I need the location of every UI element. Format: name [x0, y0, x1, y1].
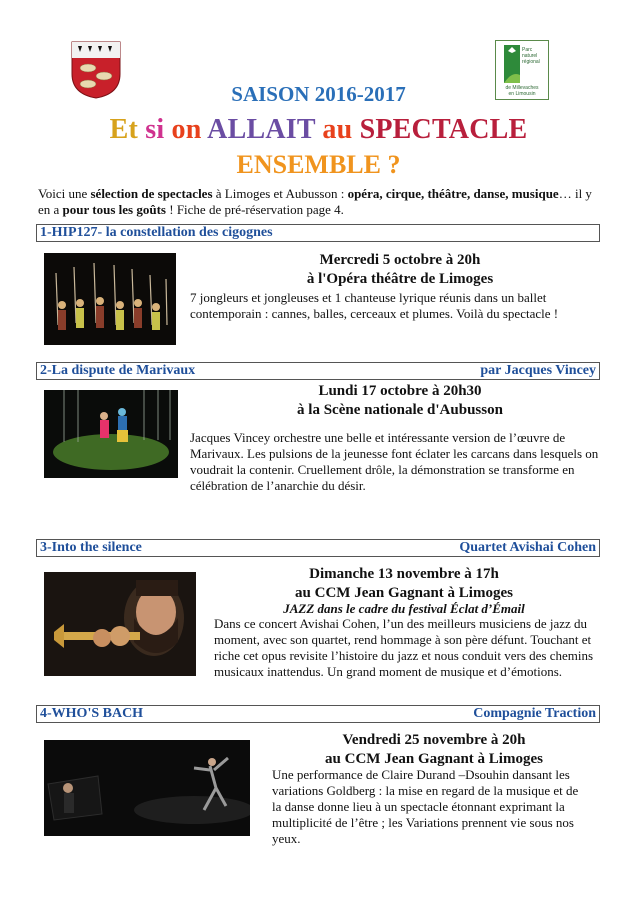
- show-date-line: Lundi 17 octobre à 20h30: [318, 383, 482, 399]
- title-word: on: [171, 114, 202, 145]
- park-logo-text: naturel: [522, 53, 538, 59]
- show-date-line: Dimanche 13 novembre à 17h: [309, 566, 499, 582]
- page-subtitle: ENSEMBLE ?: [236, 150, 401, 179]
- show-venue-line: au CCM Jean Gagnant à Limoges: [325, 751, 543, 767]
- show-title-bar: [36, 362, 600, 380]
- show-company: Compagnie Traction: [473, 706, 596, 721]
- title-word: ALLAIT: [207, 114, 316, 145]
- title-word: SPECTACLE: [359, 114, 528, 145]
- show-venue-line: au CCM Jean Gagnant à Limoges: [295, 585, 513, 601]
- show-description: Dans ce concert Avishai Cohen, l’un des meilleurs musiciens de jazz du moment, avec son quartet, rend hommage à son père défunt. Touchant et riche cet opus revisite l’histoire du jazz et nous conduit vers des chemins musicaux inattendus. Un grand moment de musique et d’émotions.: [214, 616, 594, 679]
- show-title: 1-HIP127- la constellation des cigognes: [40, 225, 273, 240]
- show-title: 4-WHO'S BACH: [40, 706, 144, 721]
- show-company: par Jacques Vincey: [480, 363, 596, 378]
- title-word: si: [145, 114, 165, 145]
- show-title: 3-Into the silence: [40, 540, 142, 555]
- park-logo-text: en Limousin: [508, 91, 536, 97]
- title-word: au: [322, 114, 353, 145]
- intro-paragraph: Voici une sélection de spectacles à Limoges et Aubusson : opéra, cirque, théâtre, danse, musique… il y en a pour tous les goûts ! Fiche de pré-réservation page 4.: [38, 186, 592, 217]
- show-note: JAZZ dans le cadre du festival Éclat d’Émail: [283, 601, 525, 616]
- show-photo-jugglers: [44, 253, 176, 345]
- show-title-bar: [36, 224, 600, 242]
- show-description: 7 jongleurs et jongleuses et 1 chanteuse lyrique réunis dans un ballet contemporain : cannes, balles, cerceaux et plumes. Voilà du spectacle !: [190, 290, 559, 321]
- show-title-bar: [36, 705, 600, 723]
- season-heading: SAISON 2016-2017: [231, 82, 406, 106]
- show-title-bar: [36, 539, 600, 557]
- park-logo-text: régional: [522, 59, 540, 65]
- show-photo-trumpet: [44, 572, 196, 676]
- park-logo-text: Parc: [522, 47, 533, 53]
- show-company: Quartet Avishai Cohen: [459, 540, 596, 555]
- show-venue-line: à la Scène nationale d'Aubusson: [297, 402, 503, 418]
- title-word: Et: [109, 114, 139, 145]
- park-logo-text: de Millevaches: [505, 85, 539, 91]
- show-photo-whos-bach: [44, 740, 250, 836]
- show-description: Jacques Vincey orchestre une belle et intéressante version de l’œuvre de Marivaux. Les pulsions de la jeunesse font éclater les carcans dans lesquels on voudrait la contenir. Cruellement drôle, la démonstration se transforme en célébration de l’anarchie du désir.: [190, 430, 599, 493]
- page-title: [0, 114, 637, 146]
- show-venue-line: à l'Opéra théâtre de Limoges: [306, 271, 494, 287]
- show-date-line: Mercredi 5 octobre à 20h: [319, 252, 481, 268]
- show-photo-dispute: [44, 390, 178, 478]
- show-date-line: Vendredi 25 novembre à 20h: [342, 732, 526, 748]
- show-description: Une performance de Claire Durand –Dsouhin dansant les variations Goldberg : la mise en regard de la musique et de la danse donne lieu à un spectacle étonnant exprimant la multiplicité de l’être ; les Variations prennent vie sous nos yeux.: [272, 767, 579, 846]
- show-title: 2-La dispute de Marivaux: [40, 363, 196, 378]
